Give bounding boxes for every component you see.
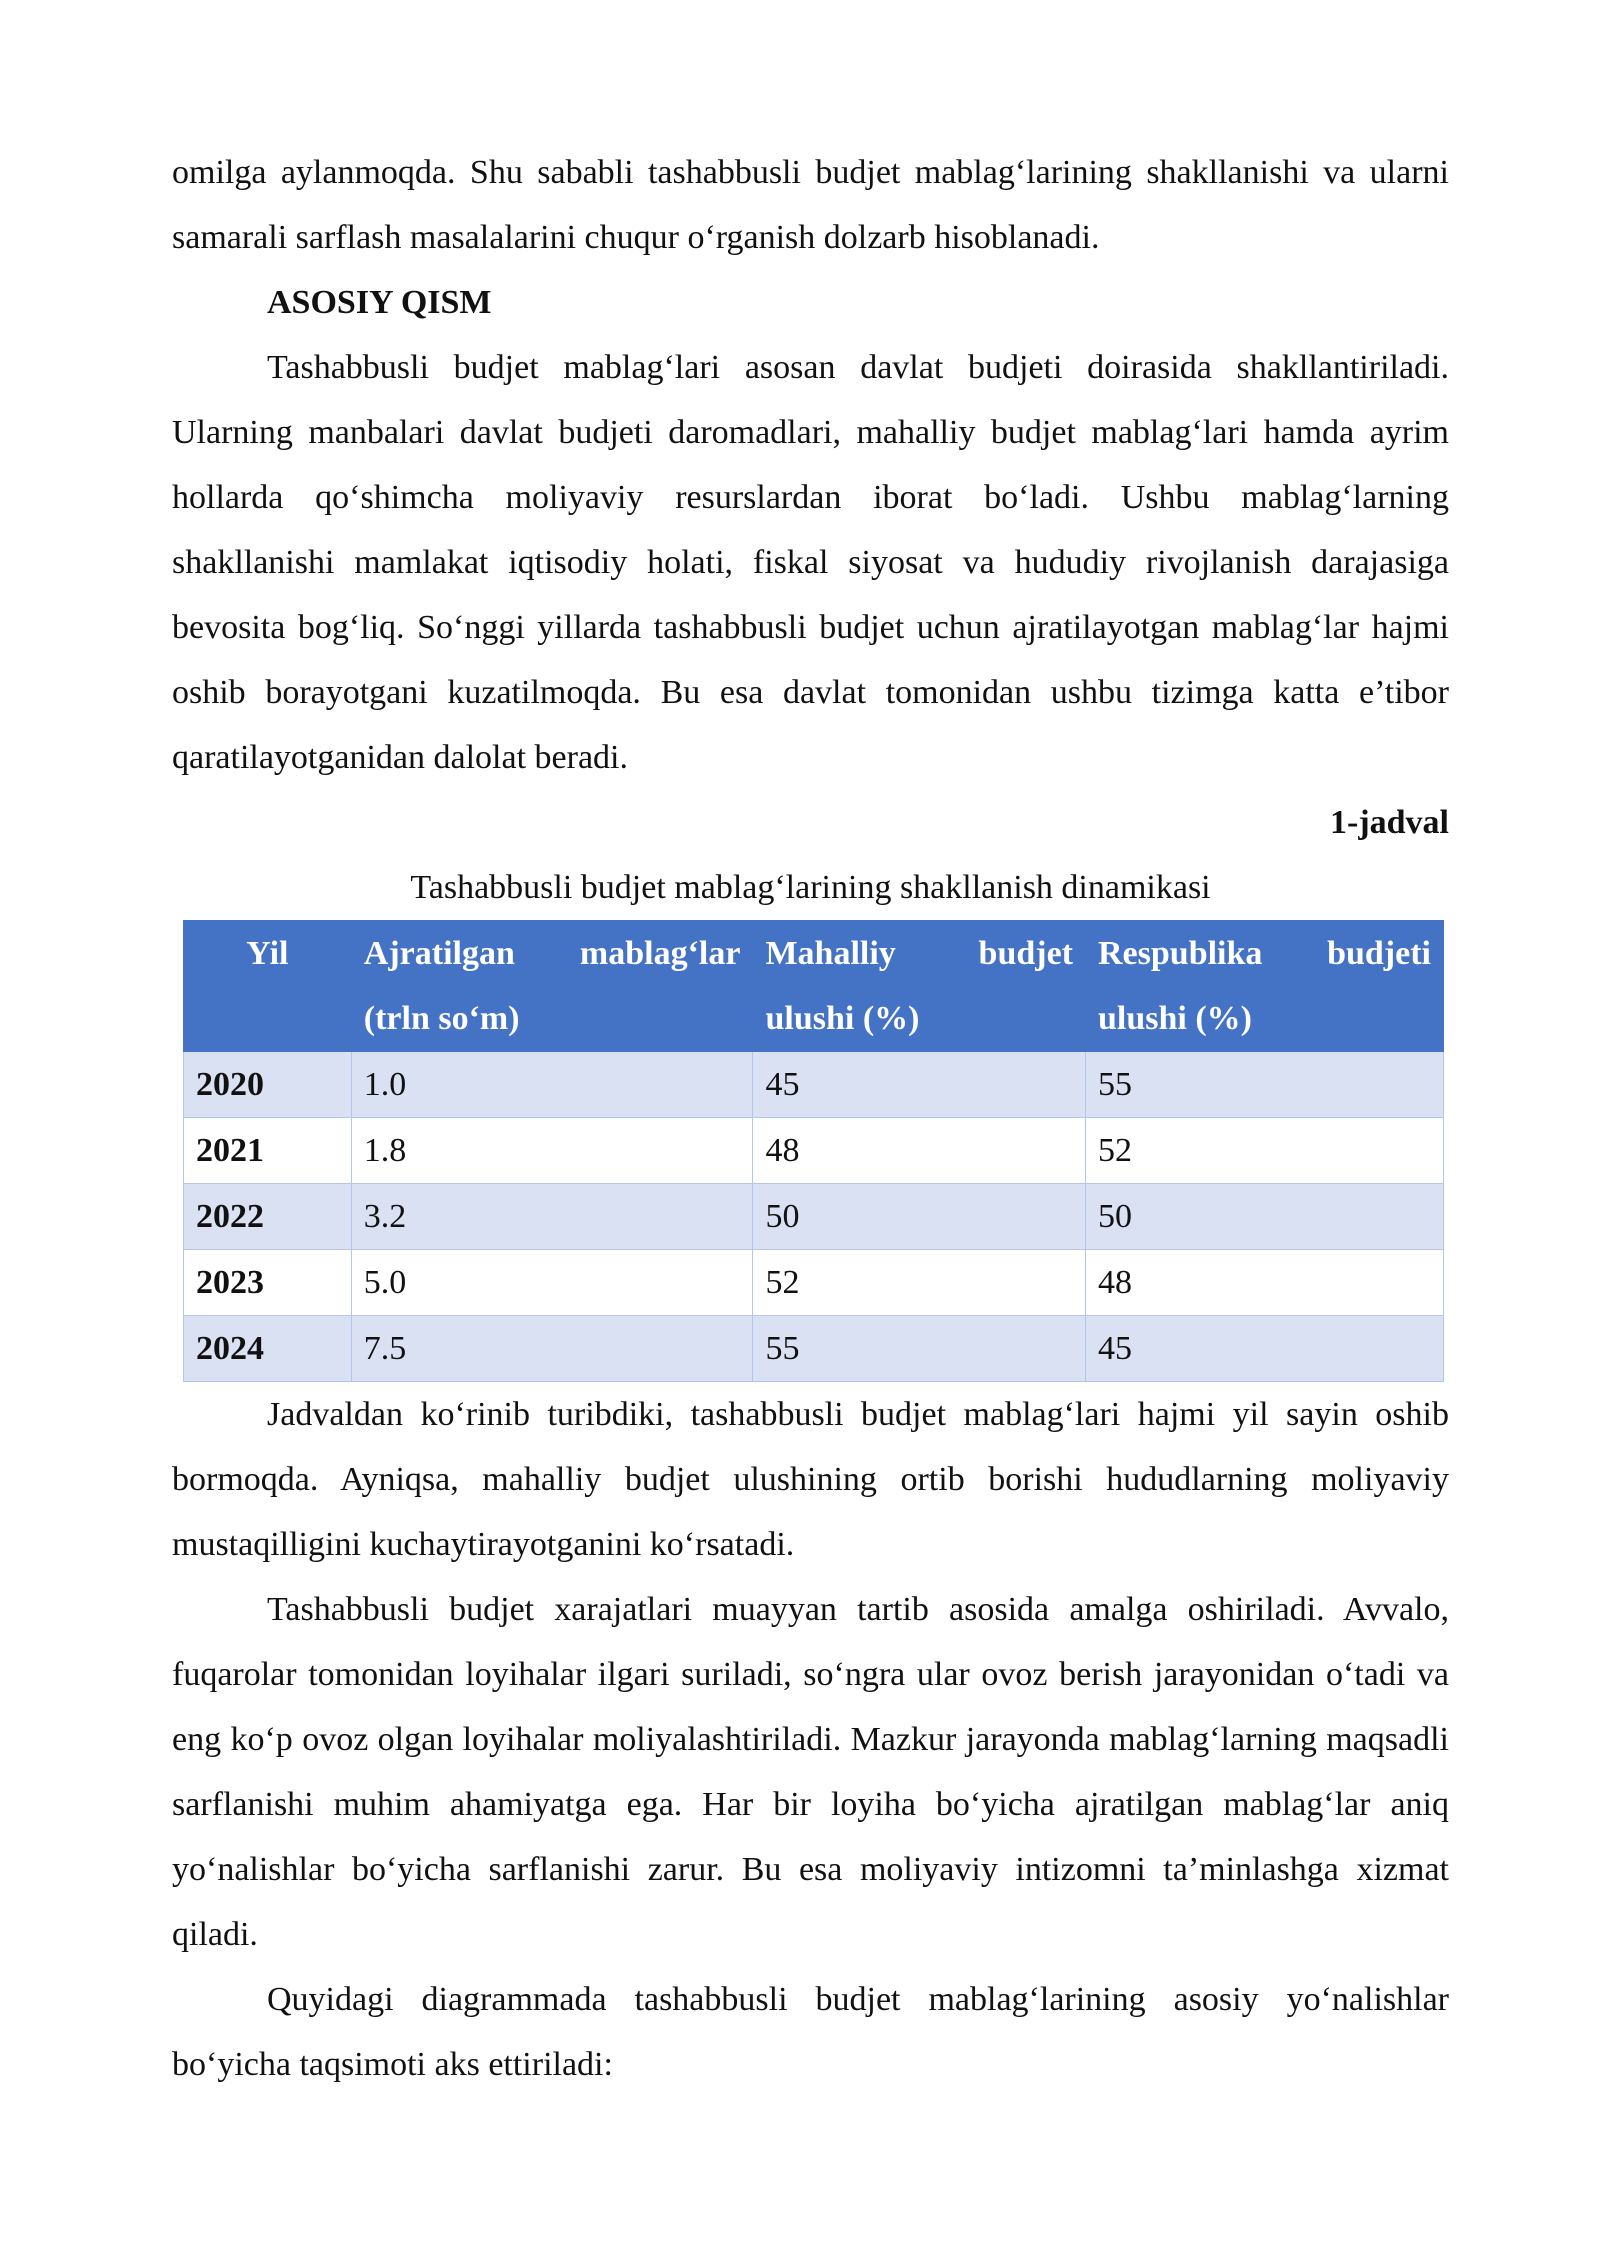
cell-allocated: 1.8 xyxy=(351,1118,753,1184)
table-row xyxy=(184,1118,1444,1184)
budget-dynamics-table xyxy=(183,920,1444,1382)
table-number: 1-jadval xyxy=(1330,804,1449,841)
header-allocated-word2: mablag‘lar xyxy=(579,935,741,972)
cell-allocated: 7.5 xyxy=(351,1316,753,1382)
header-local-word2: budjet xyxy=(978,935,1073,972)
cell-year: 2023 xyxy=(184,1250,352,1316)
header-republic-word2: budjeti xyxy=(1327,935,1431,972)
header-year-label: Yil xyxy=(246,935,289,972)
header-local-word1: Mahalliy xyxy=(765,935,896,972)
header-republic-share xyxy=(1086,921,1444,1052)
table-row xyxy=(184,1052,1444,1118)
paragraph-expenditure: Tashabbusli budjet xarajatlari muayyan tartib asosida amalga oshiriladi. Avvalo, fuqarolar tomonidan loyihalar ilgari suriladi, so‘ngra ular ovoz berish jarayonidan o‘tadi va eng ko‘p ovoz olgan loyihalar moliyalashtiriladi. Mazkur jarayonda mablag‘larning maqsadli sarflanishi muhim ahamiyatga ega. Har bir loyiha bo‘yicha ajratilgan mablag‘lar aniq yo‘nalishlar bo‘yicha sarflanishi zarur. Bu esa moliyaviy intizomni ta’minlashga xizmat qiladi. xyxy=(172,1591,1449,1953)
header-republic-unit: ulushi (%) xyxy=(1098,1000,1252,1037)
header-local-unit: ulushi (%) xyxy=(765,1000,920,1037)
header-allocated-word1: Ajratilgan xyxy=(363,935,515,972)
cell-local-share: 50 xyxy=(753,1184,1086,1250)
header-local-share xyxy=(753,921,1086,1052)
cell-year: 2022 xyxy=(184,1184,352,1250)
section-heading: ASOSIY QISM xyxy=(267,284,492,321)
cell-local-share: 48 xyxy=(753,1118,1086,1184)
cell-year: 2021 xyxy=(184,1118,352,1184)
cell-year: 2024 xyxy=(184,1316,352,1382)
table-row xyxy=(184,1250,1444,1316)
paragraph-table-analysis: Jadvaldan ko‘rinib turibdiki, tashabbusli budjet mablag‘lari hajmi yil sayin oshib bormoqda. Ayniqsa, mahalliy budjet ulushining ortib borishi hududlarning moliyaviy mustaqilligini kuchaytirayotganini ko‘rsatadi. xyxy=(172,1396,1449,1563)
cell-allocated: 5.0 xyxy=(351,1250,753,1316)
header-allocated-unit: (trln so‘m) xyxy=(363,1000,520,1037)
cell-republic-share: 52 xyxy=(1086,1118,1444,1184)
header-republic-word1: Respublika xyxy=(1098,935,1263,972)
cell-republic-share: 48 xyxy=(1086,1250,1444,1316)
header-allocated xyxy=(351,921,753,1052)
cell-republic-share: 55 xyxy=(1086,1052,1444,1118)
table-row xyxy=(184,1316,1444,1382)
table-row xyxy=(184,1184,1444,1250)
intro-paragraph: omilga aylanmoqda. Shu sababli tashabbusli budjet mablag‘larining shakllanishi va ularni samarali sarflash masalalarini chuqur o‘rganish dolzarb hisoblanadi. xyxy=(172,154,1449,256)
cell-local-share: 52 xyxy=(753,1250,1086,1316)
table-title: Tashabbusli budjet mablag‘larining shakllanish dinamikasi xyxy=(410,869,1211,906)
table-header-row xyxy=(184,921,1444,1052)
paragraph-diagram-intro: Quyidagi diagrammada tashabbusli budjet mablag‘larining asosiy yo‘nalishlar bo‘yicha taqsimoti aks ettiriladi: xyxy=(172,1981,1449,2083)
cell-republic-share: 50 xyxy=(1086,1184,1444,1250)
header-year xyxy=(184,921,352,1052)
cell-local-share: 55 xyxy=(753,1316,1086,1382)
cell-republic-share: 45 xyxy=(1086,1316,1444,1382)
paragraph-sources: Tashabbusli budjet mablag‘lari asosan davlat budjeti doirasida shakllantiriladi. Ularning manbalari davlat budjeti daromadlari, mahalliy budjet mablag‘lari hamda ayrim hollarda qo‘shimcha moliyaviy resurslardan iborat bo‘ladi. Ushbu mablag‘larning shakllanishi mamlakat iqtisodiy holati, fiskal siyosat va hududiy rivojlanish darajasiga bevosita bog‘liq. So‘nggi yillarda tashabbusli budjet uchun ajratilayotgan mablag‘lar hajmi oshib borayotgani kuzatilmoqda. Bu esa davlat tomonidan ushbu tizimga katta e’tibor qaratilayotganidan dalolat beradi. xyxy=(172,349,1449,776)
document-page xyxy=(172,140,1449,2097)
cell-local-share: 45 xyxy=(753,1052,1086,1118)
cell-year: 2020 xyxy=(184,1052,352,1118)
cell-allocated: 3.2 xyxy=(351,1184,753,1250)
cell-allocated: 1.0 xyxy=(351,1052,753,1118)
